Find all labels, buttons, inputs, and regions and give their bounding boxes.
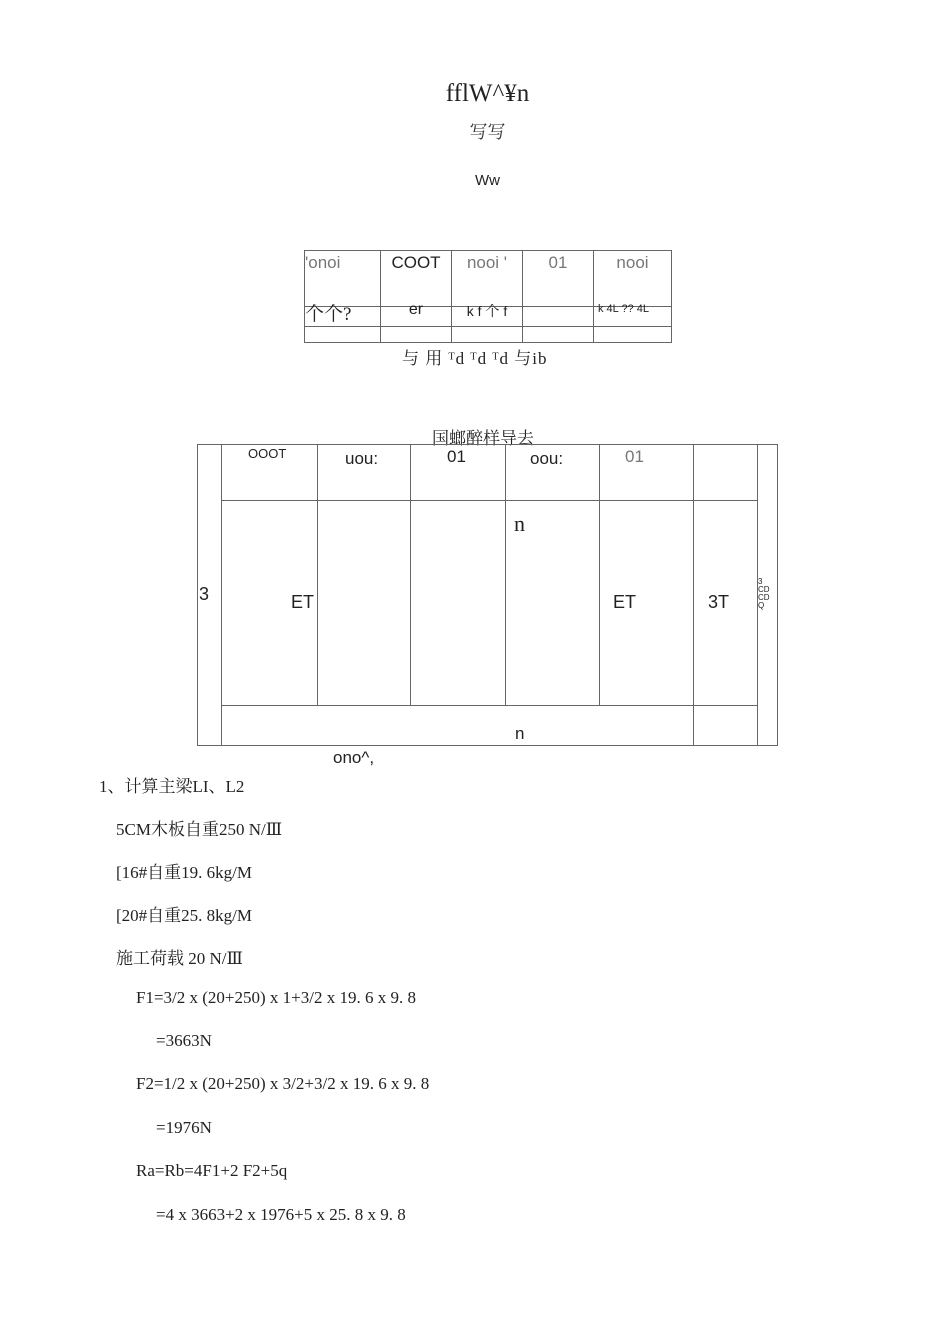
beam-label: 3T <box>708 592 730 612</box>
document-title: fflW^¥n <box>445 80 530 107</box>
body-line: 施工荷载 20 N/Ⅲ <box>116 949 243 968</box>
span-label: 01 <box>625 447 644 466</box>
table-cell <box>523 307 594 327</box>
load-table <box>304 250 672 343</box>
formula-line: Ra=Rb=4F1+2 F2+5q <box>136 1161 288 1180</box>
structure-diagram <box>197 444 778 746</box>
figure-footer: ono^, <box>333 748 375 767</box>
divider <box>505 444 506 705</box>
side-note: 3 CD CD Q <box>758 577 770 610</box>
divider <box>221 500 757 501</box>
formula-line: =1976N <box>156 1118 212 1137</box>
table-cell: 01 <box>523 251 594 307</box>
table-cell <box>523 327 594 343</box>
divider <box>599 444 600 705</box>
span-label: oou: <box>530 449 564 468</box>
table-cell: 'onoi <box>305 251 381 307</box>
table-cell: k 4L ?? 4L <box>594 307 672 327</box>
beam-label: n <box>514 511 525 536</box>
formula-line: F1=3/2 x (20+250) x 1+3/2 x 19. 6 x 9. 8 <box>136 988 416 1007</box>
span-label: 01 <box>447 447 466 466</box>
formula-line: =3663N <box>156 1031 212 1050</box>
beam-label: n <box>515 724 525 743</box>
divider <box>693 444 694 746</box>
divider <box>317 444 318 705</box>
table-cell <box>305 327 381 343</box>
divider <box>410 444 411 705</box>
body-line: 5CM木板自重250 N/Ⅲ <box>116 820 283 839</box>
table-cell: nooi ' <box>452 251 523 307</box>
side-label: 3 <box>199 584 210 604</box>
divider <box>221 444 222 746</box>
table-cell: k f 个 f <box>452 307 523 327</box>
divider <box>221 705 757 706</box>
body-line: [16#自重19. 6kg/M <box>116 863 252 882</box>
body-line: [20#自重25. 8kg/M <box>116 906 252 925</box>
section-heading: 1、计算主梁LI、L2 <box>99 777 245 796</box>
figure-title: 国螂醉样导去 <box>432 429 534 448</box>
table-cell: nooi <box>594 251 672 307</box>
formula-line: F2=1/2 x (20+250) x 3/2+3/2 x 19. 6 x 9. 8 <box>136 1074 430 1093</box>
table-cell <box>452 327 523 343</box>
table-cell: er <box>381 307 452 327</box>
table-cell: 个个? <box>305 307 381 327</box>
table-cell <box>594 327 672 343</box>
span-label: OOOT <box>248 446 287 461</box>
beam-label: ET <box>613 592 637 612</box>
table-caption: 与 用 ᵀd ᵀd ᵀd 与ib <box>402 349 548 368</box>
formula-line: =4 x 3663+2 x 1976+5 x 25. 8 x 9. 8 <box>156 1205 406 1224</box>
span-label: uou: <box>345 449 379 468</box>
document-subtitle-2: Ww <box>475 172 500 189</box>
table-cell <box>381 327 452 343</box>
table-cell: COOT <box>381 251 452 307</box>
document-subtitle: 写写 <box>469 122 506 142</box>
beam-label: ET <box>291 592 315 612</box>
